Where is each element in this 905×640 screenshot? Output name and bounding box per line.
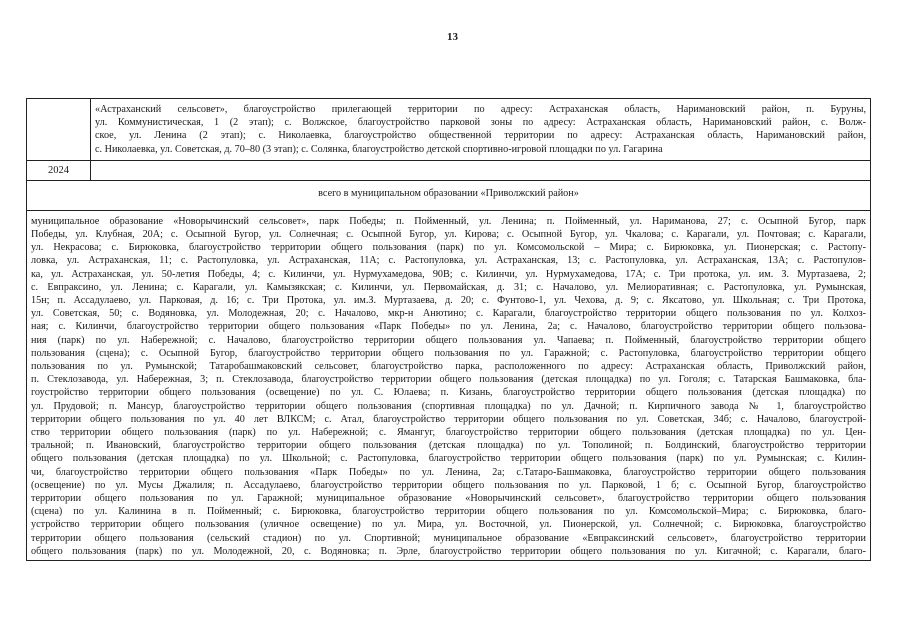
text-line: ул. Некрасова; с. Бирюковка, благоустройство территории общего пользования (парк) по ул. Комсомольской – Мира; с. Бирюковка, ул. Пионерская; с. Растопу- — [31, 242, 866, 254]
text-line: с. Николаевка, ул. Советская, д. 70–80 (3 этап); с. Солянка, благоустройство детской спортивно-игровой площадки по ул. Гагарина — [95, 143, 663, 155]
year-objects-cell — [91, 160, 871, 180]
text-line: ул. Советская, 50; с. Водяновка, ул. Молодежная, 20; с. Началово, мкр-н Анютино; с. Карагали, благоустройство территории общего пользования по ул. Колхоз- — [31, 308, 866, 320]
total-heading: всего в муниципальном образовании «Приволжский район» — [27, 180, 871, 210]
text-line: общего пользования (детская площадка) по ул. Школьной; с. Растопуловка, благоустройство территории общего пользования (парк) по ул. Румынская; с. Килин- — [31, 453, 866, 465]
text-line: муниципальное образование «Новорычинский сельсовет», парк Победы; п. Пойменный, ул. Ленина; п. Пойменный, ул. Нариманова, 27; с. Осыпной Бугор, парк — [31, 215, 866, 227]
text-line: гоустройство территории общего пользования (освещение) по ул. С. Юлаева; п. Кизань, благоустройство территории общего пользования (детская площадка) по — [31, 387, 866, 399]
text-line: ная; с. Килинчи, благоустройство территории общего пользования «Парк Победы» по ул. Ленина, 2а; с. Началово, благоустройство территории общего пользова- — [31, 321, 866, 333]
table-row-year — [27, 160, 871, 180]
text-line: ство территории общего пользования (парк) по ул. Набережной; с. Ямангуг, благоустройство территории общего пользования (детская площадка) по ул. Цен- — [31, 427, 866, 439]
text-line: устройство территории общего пользования (уличное освещение) по ул. Мира, ул. Восточной, ул. Пионерской, ул. Солнечной; с. Бирюковка, благоустройство — [31, 519, 866, 531]
text-line: пользования по ул. Румынской; Татаробашмаковский сельсовет, благоустройство парка, расположенного по адресу: Астраханская область, Приволжский район, — [31, 361, 866, 373]
text-line: с. Евпраксино, ул. Ленина; с. Карагали, ул. Камызякская; с. Килинчи, ул. Первомайская, д. 31; с. Началово, ул. Мелиоративная; с. Растопуловка, ул. Румынская, — [31, 281, 866, 293]
year-cell: 2024 — [27, 160, 91, 180]
text-line: (сцена) по ул. Калинина в п. Пойменный; с. Бирюковка, благоустройство территории общего пользования по ул. Комсомольской–Мира; с. Бирюковка, благо- — [31, 506, 866, 518]
text-line: территории общего пользования по ул. 40 лет ВЛКСМ; с. Атал, благоустройство территории общего пользования по ул. Советская, 34б; с. Началово, благоустрой- — [31, 413, 866, 425]
text-line: п. Стеклозавода, ул. Набережная, 3; п. Стеклозавода, благоустройство территории общего пользования (детская площадка) по ул. Гоголя; с. Татарская Башмаковка, бла- — [31, 374, 866, 386]
year-cell-empty — [27, 99, 91, 161]
program-table — [26, 98, 871, 561]
continued-objects-cell — [91, 99, 871, 161]
text-line: ловка, ул. Астраханская, 11; с. Растопуловка, ул. Астраханская, 11А; с. Растопуловка, ул. Астраханская, 13; с. Растопуловка, ул. Астраханская, 13А; с. Растопулов- — [31, 255, 866, 267]
text-line: ул. Коммунистическая, 1 (2 этап); с. Волжское, благоустройство парковой зоны по адресу: Астраханская область, Наримановский район, с. Волж- — [95, 117, 866, 129]
text-line: пользования (сцена); с. Осыпной Бугор, благоустройство территории общего пользования по ул. Гаражной; с. Растопуловка, благоустройство территории общего — [31, 347, 866, 359]
text-line: территории общего пользования по ул. Гаражной; муниципальное образование «Новорычинский сельсовет», благоустройство территории общего пользования — [31, 493, 866, 505]
page-number: 13 — [447, 31, 458, 43]
text-line: «Астраханский сельсовет», благоустройство прилегающей территории по адресу: Астраханская область, Наримановский район, п. Буруны, — [95, 104, 866, 115]
text-line: ка, ул. Астраханская, ул. 50-летия Победы, 4; с. Килинчи, ул. Нурмухамедова, 90В; с. Килинчи, ул. Нурмухамедова, 17А; с. Три протока, ул. им. З. Муртазаева, 2; — [31, 268, 866, 280]
text-line: чи, благоустройство территории общего пользования «Парк Победы» по ул. Ленина, 2а; с.Татаро-Башмаковка, благоустройство территории общего пользования — [31, 466, 866, 478]
table-row-continued — [27, 99, 871, 161]
table-row-body — [27, 210, 871, 560]
text-line: (освещение) по ул. Мусы Джалиля; п. Ассадулаево, благоустройство территории общего пользования по ул. Парковой, 1 б; с. Осыпной Бугор, благоустройство — [31, 479, 866, 491]
objects-list-cell — [27, 210, 871, 560]
text-line: тральной; п. Ивановский, благоустройство территории общего пользования (детская площадка) по ул. Тополиной; п. Болдинский, благоустройство территории — [31, 440, 866, 452]
text-line: Победы, ул. Клубная, 20А; с. Осыпной Бугор, ул. Солнечная; с. Осыпной Бугор, ул. Кирова; с. Осыпной Бугор, ул. Чкалова; с. Карагали, ул. Почтовая; с. Карагали, — [31, 229, 866, 241]
text-line: ния (парк) по ул. Набережной; с. Началово, благоустройство территории общего пользования ул. Чапаева; п. Пойменный, благоустройство территории общего — [31, 334, 866, 346]
text-line: 15н; п. Ассадулаево, ул. Парковая, д. 16; с. Три Протока, ул. им.З. Муртазаева, д. 20; с. Фунтово-1, ул. Чехова, д. 9; с. Яксатово, ул. Школьная; с. Три Протока, — [31, 295, 866, 307]
text-line: территории общего пользования (сельский стадион) по ул. Спортивной; муниципальное образование «Евпраксинский сельсовет», благоустройство территории — [31, 532, 866, 544]
text-line: ское, ул. Ленина (2 этап); с. Николаевка, благоустройство общественной территории по адресу: Астраханская область, Наримановский район, — [95, 130, 866, 142]
table-row-total — [27, 180, 871, 210]
text-line: ул. Прудовой; п. Мансур, благоустройство территории общего пользования (спортивная площадка) по ул. Дачной; п. Кирпичного завода № 1, благоустройство — [31, 400, 866, 412]
text-line: общего пользования (парк) по ул. Молодежной, 20, с. Водяновка; п. Эрле, благоустройство территории общего пользования по ул. Кигачной; с. Карагали, благо- — [31, 545, 866, 557]
